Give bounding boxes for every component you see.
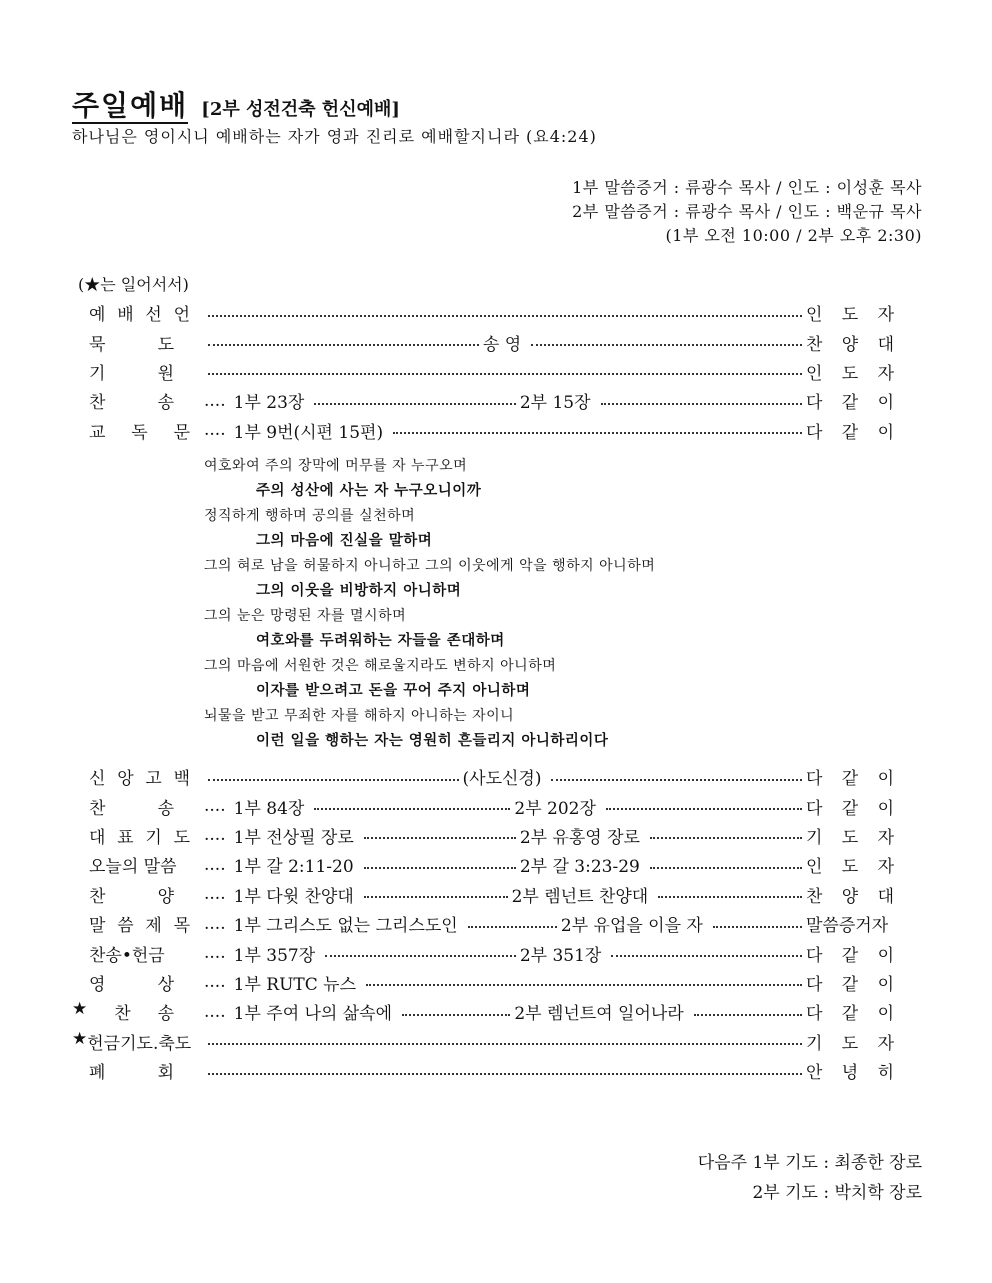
- dot-leader: [364, 896, 508, 898]
- order-content: [190, 794, 806, 819]
- order-role: [806, 823, 894, 848]
- order-label-char: 찬: [89, 886, 106, 907]
- order-label-char: 교: [89, 422, 106, 443]
- first-service-item: 1부 9번(시편 15편): [233, 422, 384, 443]
- reading-response-line: 그의 이웃을 비방하지 아니하며: [256, 583, 462, 599]
- order-label: [72, 823, 190, 848]
- order-label-char: 도: [157, 334, 174, 355]
- order-role-char: 다: [806, 1004, 823, 1025]
- dots-short: ....: [204, 943, 226, 964]
- dot-leader: [650, 867, 802, 869]
- order-label: [72, 941, 190, 966]
- second-service-item: 2부 유홍영 장로: [519, 827, 640, 848]
- order-row: [72, 850, 894, 879]
- order-row: [72, 416, 894, 445]
- reading-leader-line: 여호와여 주의 장막에 머무를 자 누구오며: [204, 458, 468, 474]
- order-role: [806, 388, 894, 413]
- dot-leader: [611, 955, 802, 957]
- order-role-char: 같: [841, 422, 859, 443]
- order-label: [72, 1058, 190, 1083]
- first-service-item: 1부 그리스도 없는 그리스도인: [233, 916, 458, 937]
- leaders-second-service: 2부 말씀증거 : 류광수 목사 / 인도 : 백운규 목사: [572, 202, 922, 221]
- order-role-char: 도: [841, 857, 859, 878]
- order-role-char: 대: [877, 334, 894, 355]
- order-row: [72, 909, 894, 938]
- order-label-char: 기: [89, 363, 106, 384]
- reading-response-line: 그의 마음에 진실을 말하며: [256, 533, 433, 549]
- order-label-char: 송: [157, 393, 174, 414]
- order-role-char: 같: [841, 974, 859, 995]
- order-label-char: 씀: [117, 916, 134, 937]
- order-role-char: 찬: [806, 886, 823, 907]
- order-role: [806, 882, 894, 907]
- reading-leader-line: 정직하게 행하며 공의를 실천하며: [204, 508, 416, 524]
- order-role-char: 다: [806, 769, 823, 790]
- dot-leader: [551, 779, 802, 781]
- scripture-verse: 하나님은 영이시니 예배하는 자가 영과 진리로 예배할지니라 (요4:24): [72, 127, 597, 146]
- dots-short: ....: [204, 825, 226, 846]
- order-role-char: 다: [806, 798, 823, 819]
- order-content: [190, 418, 806, 443]
- reading-leader-line: 그의 눈은 망령된 자를 멸시하며: [204, 608, 407, 624]
- service-times: (1부 오전 10:00 / 2부 오후 2:30): [665, 226, 922, 245]
- dot-leader: [364, 837, 516, 839]
- dot-leader: [208, 779, 459, 781]
- dot-leader: [364, 867, 516, 869]
- second-service-item: 2부 렘넌트여 일어나라: [514, 1004, 684, 1025]
- order-role-char: 도: [841, 1033, 859, 1054]
- dot-leader: [402, 1014, 510, 1016]
- dot-leader: [606, 808, 802, 810]
- dot-leader: [658, 896, 802, 898]
- dots-short: ....: [204, 1001, 226, 1022]
- dots-short: ....: [204, 796, 226, 817]
- order-label-char: 독: [131, 422, 148, 443]
- page-title: 주일예배: [72, 89, 189, 122]
- order-label: [72, 764, 190, 789]
- first-service-item: 1부 전상필 장로: [233, 827, 354, 848]
- second-service-item: 2부 351장: [519, 945, 602, 966]
- order-role-char: 히: [877, 1063, 894, 1084]
- dots-short: ....: [204, 420, 226, 441]
- order-label-char: 표: [117, 827, 134, 848]
- dots-short: ....: [204, 972, 226, 993]
- reading-leader-line: 그의 마음에 서원한 것은 해로울지라도 변하지 아니하며: [204, 658, 557, 674]
- dot-leader: [366, 984, 802, 986]
- order-label-char: 문: [173, 422, 190, 443]
- dot-leader: [208, 373, 802, 375]
- order-label-char: 찬: [114, 1004, 131, 1025]
- dot-leader: [325, 955, 516, 957]
- order-label: [72, 1029, 190, 1054]
- dots-short: ....: [204, 913, 226, 934]
- order-label-char: 언: [173, 305, 190, 326]
- order-role-char: 같: [841, 945, 859, 966]
- responsive-reading: [204, 454, 655, 754]
- order-role-char: 다: [806, 422, 823, 443]
- order-label-char: 선: [145, 305, 162, 326]
- order-label: [72, 418, 190, 443]
- order-row: [72, 938, 894, 967]
- reading-leader-line: 그의 혀로 남을 허물하지 아니하고 그의 이웃에게 악을 행하지 아니하며: [204, 558, 656, 574]
- order-role-char: 이: [877, 945, 894, 966]
- order-label-char: 원: [157, 363, 174, 384]
- page-subtitle: [2부 성전건축 헌신예배]: [201, 99, 400, 120]
- order-content: [190, 764, 806, 789]
- order-role-char: 자: [877, 827, 894, 848]
- next-week-prayer-second: 2부 기도 : 박치학 장로: [752, 1183, 922, 1203]
- order-role-char: 다: [806, 945, 823, 966]
- order-role: [806, 330, 894, 355]
- order-content: [190, 941, 806, 966]
- order-role: [806, 911, 894, 936]
- reading-response-line: 주의 성산에 사는 자 누구오니이까: [256, 483, 482, 499]
- order-role-char: 이: [877, 393, 894, 414]
- order-label: [72, 330, 190, 355]
- order-role-char: 다: [806, 974, 823, 995]
- first-service-item: 1부 84장: [233, 798, 305, 819]
- order-label-char: 상: [157, 974, 174, 995]
- order-role: [806, 418, 894, 443]
- leaders-first-service: 1부 말씀증거 : 류광수 목사 / 인도 : 이성훈 목사: [572, 178, 922, 197]
- order-label: [72, 999, 190, 1024]
- order-role-char: 이: [877, 422, 894, 443]
- order-label: [72, 359, 190, 384]
- order-label: [72, 882, 190, 907]
- order-role-char: 자: [877, 305, 894, 326]
- order-row: [72, 298, 894, 327]
- service-leaders: [572, 176, 922, 248]
- order-row: [72, 1056, 894, 1085]
- order-role-char: 찬: [806, 334, 823, 355]
- order-role: [806, 852, 894, 877]
- order-role-char: 이: [877, 1004, 894, 1025]
- order-label-char: 말: [89, 916, 106, 937]
- second-service-item: 2부 유업을 이을 자: [560, 916, 703, 937]
- first-service-item: 1부 다윗 찬양대: [233, 886, 354, 907]
- order-label-char: 묵: [89, 334, 106, 355]
- order-label-char: 대: [89, 827, 106, 848]
- order-middle-item: 송 영: [482, 334, 522, 355]
- order-role-char: 인: [806, 305, 823, 326]
- order-role-char: 양: [841, 334, 859, 355]
- reading-response-line: 여호와를 두려워하는 자들을 존대하며: [256, 633, 505, 649]
- order-role-char: 대: [877, 886, 894, 907]
- dot-leader: [601, 403, 802, 405]
- order-row: [72, 791, 894, 820]
- dot-leader: [531, 344, 802, 346]
- order-role-char: 녕: [841, 1063, 859, 1084]
- order-role-char: 양: [841, 886, 859, 907]
- dots-short: ....: [204, 854, 226, 875]
- order-role: [806, 359, 894, 384]
- order-label-char: 폐: [89, 1063, 106, 1084]
- order-label-char: 송: [157, 1004, 174, 1025]
- order-content: [190, 911, 806, 936]
- order-label-char: 도: [173, 827, 190, 848]
- order-role-char: 말씀증거자: [806, 916, 889, 937]
- order-row: [72, 357, 894, 386]
- dot-leader: [694, 1014, 802, 1016]
- order-label-char: 찬: [89, 798, 106, 819]
- order-label-char: 양: [157, 886, 174, 907]
- order-label-char: 백: [173, 769, 190, 790]
- order-label: [72, 794, 190, 819]
- next-week-prayer-first: 다음주 1부 기도 : 최종한 장로: [697, 1153, 922, 1173]
- order-label: [72, 388, 190, 413]
- order-label-char: 목: [173, 916, 190, 937]
- order-role-char: 기: [806, 827, 823, 848]
- order-row: [72, 1027, 894, 1056]
- order-role-char: 기: [806, 1033, 823, 1054]
- order-content: [190, 823, 806, 848]
- order-role-char: 같: [841, 798, 859, 819]
- reading-leader-line: 뇌물을 받고 무죄한 자를 해하지 아니하는 자이니: [204, 708, 515, 724]
- order-label-char: 송: [157, 798, 174, 819]
- second-service-item: 2부 202장: [514, 798, 596, 819]
- dot-leader: [208, 315, 802, 317]
- order-label-char: 제: [145, 916, 162, 937]
- order-row: [72, 997, 894, 1026]
- order-role-char: 도: [841, 827, 859, 848]
- order-label-text: 찬송•헌금: [89, 945, 165, 966]
- order-role: [806, 764, 894, 789]
- order-label-char: 앙: [117, 769, 134, 790]
- order-role-char: 이: [877, 798, 894, 819]
- dots-short: ....: [204, 884, 226, 905]
- order-label-char: 신: [89, 769, 106, 790]
- order-role: [806, 999, 894, 1024]
- order-label-char: 고: [145, 769, 162, 790]
- second-service-item: 2부 15장: [519, 393, 591, 414]
- order-role: [806, 1029, 894, 1054]
- order-label: [72, 911, 190, 936]
- order-role-char: 같: [841, 393, 859, 414]
- first-service-item: 1부 갈 2:11-20: [233, 857, 354, 878]
- standing-note: (★는 일어서서): [78, 275, 189, 294]
- order-content: [190, 882, 806, 907]
- order-middle-item: (사도신경): [462, 769, 542, 790]
- dot-leader: [208, 1043, 802, 1045]
- title-line: [72, 84, 400, 124]
- dots-short: ....: [204, 390, 226, 411]
- order-role: [806, 300, 894, 325]
- order-role-char: 같: [841, 1004, 859, 1025]
- dot-leader: [208, 344, 479, 346]
- dot-leader: [650, 837, 802, 839]
- dot-leader: [468, 926, 557, 928]
- order-content: [190, 309, 806, 317]
- dot-leader: [314, 403, 515, 405]
- order-label-char: 기: [145, 827, 162, 848]
- order-of-worship-top: [72, 298, 894, 445]
- order-role: [806, 970, 894, 995]
- order-role: [806, 941, 894, 966]
- order-row: [72, 821, 894, 850]
- order-content: [190, 1067, 806, 1075]
- order-row: [72, 880, 894, 909]
- order-role-char: 다: [806, 393, 823, 414]
- order-row: [72, 386, 894, 415]
- order-content: [190, 1037, 806, 1045]
- dot-leader: [314, 808, 510, 810]
- first-service-item: 1부 RUTC 뉴스: [233, 974, 356, 995]
- dot-leader: [393, 432, 802, 434]
- order-label: [72, 300, 190, 325]
- first-service-item: 1부 357장: [233, 945, 316, 966]
- order-label: [72, 852, 190, 877]
- order-role-char: 이: [877, 974, 894, 995]
- order-role-char: 인: [806, 363, 823, 384]
- order-role-char: 자: [877, 1033, 894, 1054]
- order-label-char: 회: [157, 1063, 174, 1084]
- order-label-char: 찬: [89, 393, 106, 414]
- order-label-text: 헌금기도.축도: [87, 1033, 192, 1054]
- order-role-char: 인: [806, 857, 823, 878]
- dot-leader: [713, 926, 802, 928]
- order-label-char: 영: [89, 974, 106, 995]
- dot-leader: [208, 1073, 802, 1075]
- order-role: [806, 1058, 894, 1083]
- order-row: [72, 327, 894, 356]
- order-label-text: 오늘의 말씀: [89, 857, 177, 878]
- order-content: [190, 970, 806, 995]
- order-content: [190, 330, 806, 355]
- order-role-char: 자: [877, 857, 894, 878]
- order-content: [190, 852, 806, 877]
- order-role: [806, 794, 894, 819]
- second-service-item: 2부 갈 3:23-29: [519, 857, 640, 878]
- order-label: [72, 970, 190, 995]
- standing-star: ★: [72, 999, 88, 1020]
- second-service-item: 2부 렘넌트 찬양대: [511, 886, 649, 907]
- order-label-char: 예: [89, 305, 106, 326]
- order-role-char: 도: [841, 305, 859, 326]
- next-week-prayer: [698, 1148, 922, 1208]
- first-service-item: 1부 23장: [233, 393, 305, 414]
- order-role-char: 자: [877, 363, 894, 384]
- order-role-char: 도: [841, 363, 859, 384]
- order-role-char: 안: [806, 1063, 823, 1084]
- order-content: [190, 388, 806, 413]
- order-of-worship-bottom: [72, 762, 894, 1085]
- order-label-char: 배: [117, 305, 134, 326]
- order-role-char: 이: [877, 769, 894, 790]
- order-role-char: 같: [841, 769, 859, 790]
- first-service-item: 1부 주여 나의 삶속에: [233, 1004, 393, 1025]
- order-row: [72, 762, 894, 791]
- order-content: [190, 367, 806, 375]
- standing-star: ★: [72, 1028, 88, 1049]
- reading-response-line: 이자를 받으려고 돈을 꾸어 주지 아니하며: [256, 683, 531, 699]
- order-content: [190, 999, 806, 1024]
- reading-response-line: 이런 일을 행하는 자는 영원히 흔들리지 아니하리이다: [256, 733, 609, 749]
- order-row: [72, 968, 894, 997]
